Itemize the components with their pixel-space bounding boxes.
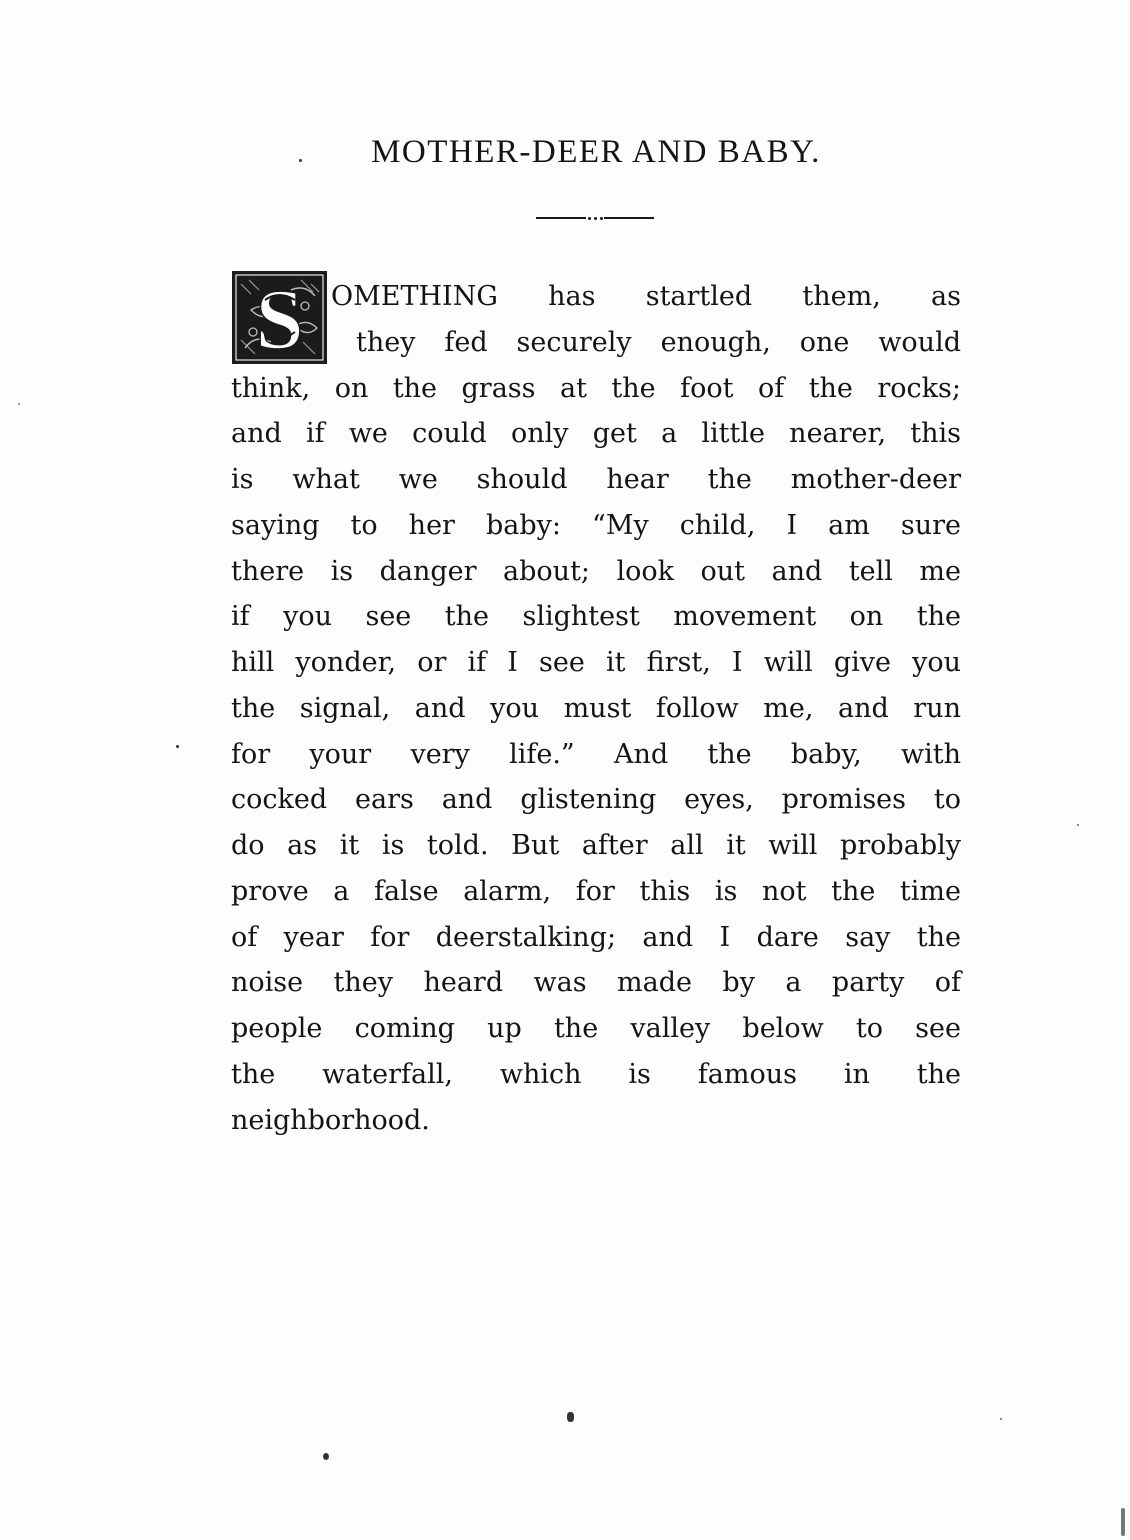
scan-speck [299,159,302,162]
text-line: there is danger about; look out and tell me [231,555,961,587]
text-line: prove a false alarm, for this is not the time [231,875,961,907]
scan-speck [567,1412,574,1422]
text-line: they fed securely enough, one would [356,326,961,358]
scan-speck [18,403,20,405]
ornamental-dropcap-s [231,270,328,365]
text-line: the waterfall, which is famous in the [231,1058,961,1090]
title-ornament-rule [536,214,654,222]
text-line: cocked ears and glistening eyes, promises to [231,784,961,816]
text-line: do as it is told. But after all it will probably [231,830,961,861]
text-line: neighborhood. [231,1104,430,1136]
text-line: is what we should hear the mother-deer [231,464,961,495]
text-line: noise they heard was made by a party of [231,967,961,999]
scan-speck [1000,1418,1002,1420]
text-line: OMETHING has startled them, as [331,281,961,312]
text-line: of year for deerstalking; and I dare say the [231,921,961,953]
text-line: people coming up the valley below to see [231,1013,961,1044]
text-line: saying to her baby: “My child, I am sure [231,509,961,541]
scan-speck [1121,1508,1125,1536]
text-line: and if we could only get a little nearer, this [231,418,961,450]
page-title: MOTHER-DEER AND BABY. [371,134,821,170]
scan-speck [1077,824,1079,826]
story-paragraph [231,271,961,1143]
text-line: if you see the slightest movement on the [231,601,961,633]
scan-speck [323,1453,329,1460]
text-line: hill yonder, or if I see it first, I will give you [231,647,961,678]
text-line: think, on the grass at the foot of the rocks; [231,372,961,404]
text-line: for your very life.” And the baby, with [231,738,961,770]
scan-speck [176,745,179,748]
text-line: the signal, and you must follow me, and run [231,692,961,724]
dropcap-letter: S [255,271,304,365]
